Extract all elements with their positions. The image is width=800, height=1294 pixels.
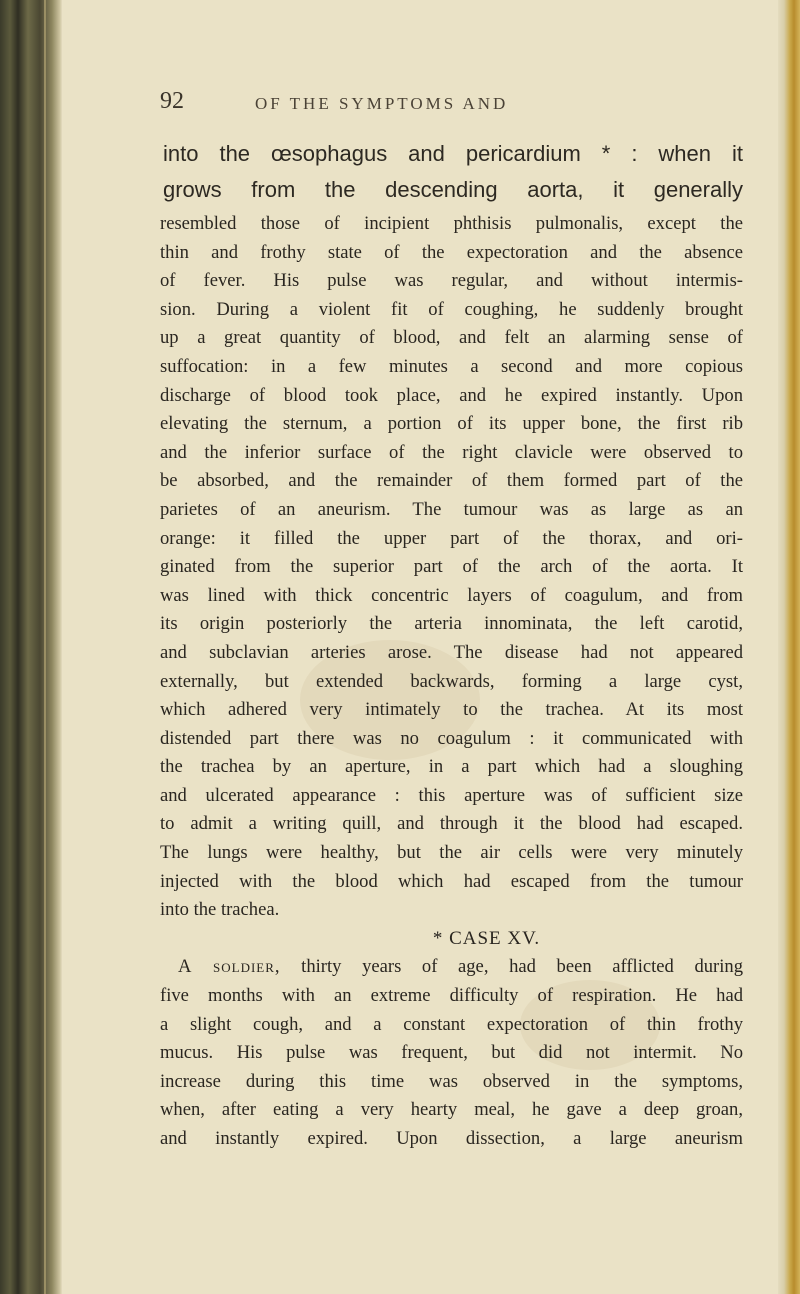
- binding-edge-line: [44, 0, 46, 1294]
- lead-text: [163, 136, 743, 208]
- case-first-line-text: thirty years of age, had been afflicted during: [280, 956, 744, 978]
- text-line: into the trachea.: [160, 899, 280, 921]
- text-line: five months with an extreme difficulty of respiration. He had: [160, 985, 743, 1007]
- text-line: resembled those of incipient phthisis pulmonalis, except the: [160, 213, 743, 234]
- text-line: was lined with thick concentric layers of coagulum, and from: [160, 584, 743, 606]
- text-line: suffocation: in a few minutes a second and more copious: [160, 355, 743, 377]
- text-line: [160, 953, 743, 982]
- text-line: ginated from the superior part of the arch of the aorta. It: [160, 556, 743, 578]
- text-line: thin and frothy state of the expectoration and the absence: [160, 241, 743, 263]
- text-line: increase during this time was observed in the symptoms,: [160, 1070, 743, 1092]
- paragraph-case-xiv: [160, 210, 743, 925]
- text-line: elevating the sternum, a portion of its upper bone, the first rib: [160, 413, 743, 435]
- text-line: and subclavian arteries arose. The disease had not appeared: [160, 641, 743, 663]
- text-line: parietes of an aneurism. The tumour was as large as an: [160, 498, 743, 520]
- text-line: the trachea by an aperture, in a part which had a sloughing: [160, 756, 743, 778]
- text-line: orange: it filled the upper part of the thorax, and ori-: [160, 527, 743, 549]
- lead-line: into the œsophagus and pericardium * : when it: [163, 141, 743, 166]
- text-line: when, after eating a very hearty meal, he gave a deep groan,: [160, 1099, 743, 1121]
- lead-line: grows from the descending aorta, it generally: [163, 177, 743, 202]
- text-line: mucus. His pulse was frequent, but did not intermit. No: [160, 1042, 743, 1064]
- text-line: and instantly expired. Upon dissection, a large aneurism: [160, 1128, 743, 1149]
- text-line: sion. During a violent fit of coughing, he suddenly brought: [160, 298, 743, 320]
- text-line: and ulcerated appearance : this aperture was of sufficient size: [160, 784, 743, 806]
- page-right-edge: [778, 0, 800, 1294]
- page-number: 92: [160, 88, 184, 114]
- case-heading: * CASE XV.: [432, 927, 541, 949]
- paragraph-case-xv: [160, 953, 743, 1153]
- case-opening-words: A soldier,: [178, 956, 281, 978]
- book-binding: [0, 0, 62, 1294]
- text-line: externally, but extended backwards, forming a large cyst,: [160, 670, 743, 692]
- text-line: a slight cough, and a constant expectoration of thin frothy: [160, 1013, 743, 1035]
- text-line: of fever. His pulse was regular, and without intermis-: [160, 270, 743, 292]
- text-line: and the inferior surface of the right clavicle were observed to: [160, 441, 743, 463]
- text-line: injected with the blood which had escaped from the tumour: [160, 870, 743, 892]
- text-line: distended part there was no coagulum : it communicated with: [160, 727, 743, 749]
- text-line: be absorbed, and the remainder of them formed part of the: [160, 470, 743, 492]
- running-head-title: OF THE SYMPTOMS AND: [255, 94, 509, 113]
- body-text: [160, 210, 743, 1154]
- text-line: its origin posteriorly the arteria innominata, the left carotid,: [160, 613, 743, 635]
- running-head: [160, 88, 720, 118]
- text-line: The lungs were healthy, but the air cells were very minutely: [160, 842, 743, 864]
- text-line: to admit a writing quill, and through it the blood had escaped.: [160, 813, 743, 835]
- text-line: which adhered very intimately to the trachea. At its most: [160, 699, 743, 721]
- text-line: up a great quantity of blood, and felt an alarming sense of: [160, 327, 743, 349]
- text-line: discharge of blood took place, and he expired instantly. Upon: [160, 384, 743, 406]
